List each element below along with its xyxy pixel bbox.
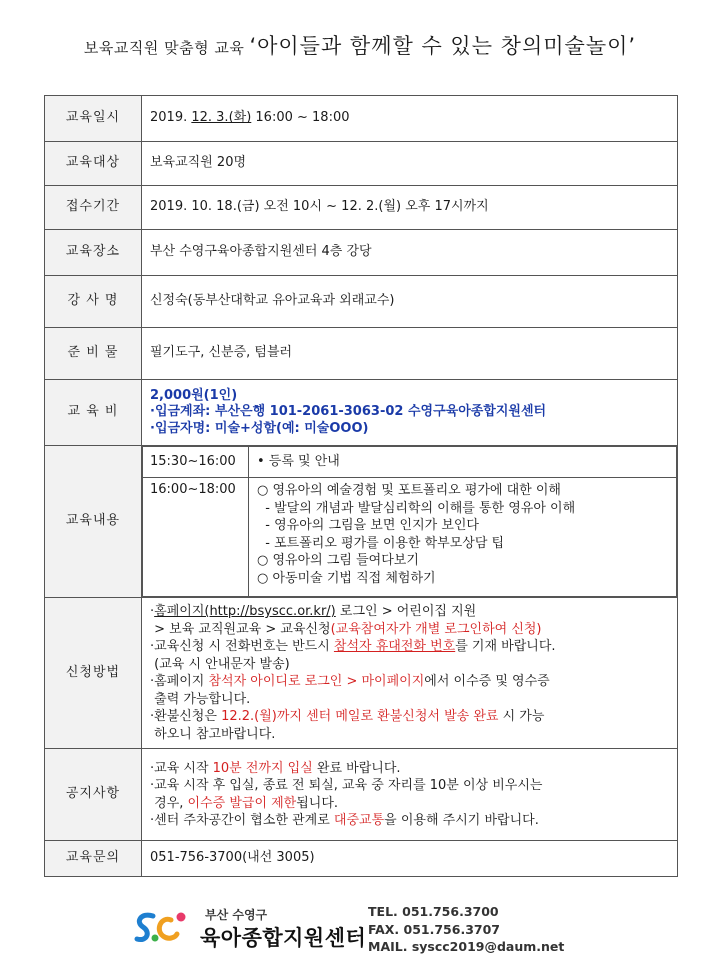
- bullet: ·: [150, 604, 155, 619]
- fee-account: ·입금계좌: 부산은행 101-2061-3063-02 수영구육아종합지원센터: [150, 404, 547, 420]
- row-supplies: [45, 328, 678, 380]
- title-main: ‘아이들과 함께할 수 있는 창의미술놀이’: [249, 34, 637, 58]
- date-day: 12. 3.(화): [191, 110, 252, 126]
- schedule-time-1: 15:30~16:00: [143, 447, 249, 478]
- text: ·환불신청은: [150, 709, 222, 724]
- contact-info: [368, 903, 564, 956]
- text: 을 이용해 주시기 바랍니다.: [384, 813, 539, 828]
- text: > 보육 교직원교육 > 교육신청: [150, 621, 331, 637]
- notice-line-4: [150, 812, 669, 830]
- row-period: [45, 186, 678, 230]
- org-name-small: 부산 수영구: [205, 908, 268, 922]
- schedule-desc-2: [249, 478, 677, 597]
- apply-line-8: 하오니 참고바랍니다.: [150, 726, 276, 742]
- apply-line-2: [150, 621, 669, 639]
- label-instructor: 강 사 명: [45, 276, 142, 328]
- tel: TEL. 051.756.3700: [368, 904, 499, 919]
- value-supplies: 필기도구, 신분증, 텀블러: [142, 328, 678, 380]
- highlight: 10분 전까지 입실: [212, 760, 313, 776]
- label-inquiry: 교육문의: [45, 841, 142, 877]
- label-supplies: 준 비 물: [45, 328, 142, 380]
- value-content: [142, 446, 678, 598]
- schedule-line: - 영유아의 그림을 보면 인지가 보인다: [257, 518, 479, 533]
- schedule-time-2: 16:00~18:00: [143, 478, 249, 597]
- homepage-link[interactable]: 홈페이지(http://bsyscc.or.kr/): [154, 604, 336, 619]
- label-content: 교육내용: [45, 446, 142, 598]
- fax: FAX. 051.756.3707: [368, 921, 500, 937]
- document-title: [0, 30, 720, 60]
- label-fee: 교 육 비: [45, 380, 142, 446]
- apply-line-4: (교육 시 안내문자 발송): [150, 656, 290, 672]
- row-fee: [45, 380, 678, 446]
- schedule-line: - 포트폴리오 평가를 이용한 학부모상담 팁: [257, 535, 505, 551]
- info-table: [44, 95, 678, 877]
- value-notice: [142, 749, 678, 841]
- schedule-row-2: [143, 478, 677, 597]
- text: 됩니다.: [296, 795, 339, 811]
- highlight: 12.2.(월)까지 센터 메일로 환불신청서 발송 완료: [221, 709, 499, 724]
- apply-line-3: [150, 638, 669, 656]
- row-date: [45, 96, 678, 142]
- date-time: 16:00 ~ 18:00: [251, 110, 350, 126]
- footer: [0, 896, 720, 956]
- notice-line-3: [150, 795, 669, 813]
- label-target: 교육대상: [45, 142, 142, 186]
- value-date: [142, 96, 678, 142]
- apply-line-1: [150, 603, 669, 621]
- label-date: 교육일시: [45, 96, 142, 142]
- label-notice: 공지사항: [45, 749, 142, 841]
- fee-amount: 2,000원(1인): [150, 387, 238, 403]
- row-target: [45, 142, 678, 186]
- value-target: 보육교직원 20명: [142, 142, 678, 186]
- text: 로그인 > 어린이집 지원: [335, 604, 477, 619]
- schedule-line: ○ 영유아의 그림 들여다보기: [257, 553, 419, 568]
- label-period: 접수기간: [45, 186, 142, 230]
- text: ·홈페이지: [150, 674, 209, 689]
- value-place: 부산 수영구육아종합지원센터 4층 강당: [142, 230, 678, 276]
- title-prefix: 보육교직원 맞춤형 교육: [83, 39, 245, 57]
- schedule-line: ○ 영유아의 예술경험 및 포트폴리오 평가에 대한 이해: [257, 483, 561, 498]
- value-period: 2019. 10. 18.(금) 오전 10시 ~ 12. 2.(월) 오후 17시까지: [142, 186, 678, 230]
- text: 에서 이수증 및 영수증: [424, 674, 550, 689]
- value-instructor: 신정숙(동부산대학교 유아교육과 외래교수): [142, 276, 678, 328]
- value-apply: [142, 598, 678, 749]
- highlight: 참석자 아이디로 로그인 > 마이페이지: [208, 674, 425, 689]
- org-name: 육아종합지원센터: [200, 926, 367, 950]
- highlight: 대중교통: [333, 813, 385, 828]
- schedule-line: ○ 아동미술 기법 직접 체험하기: [257, 570, 436, 586]
- schedule-row-1: [143, 447, 677, 478]
- mail: MAIL. syscc2019@daum.net: [368, 939, 565, 954]
- schedule-desc-1: • 등록 및 안내: [249, 447, 677, 478]
- text: 완료 바랍니다.: [312, 760, 401, 776]
- row-instructor: [45, 276, 678, 328]
- label-place: 교육장소: [45, 230, 142, 276]
- schedule-line: - 발달의 개념과 발달심리학의 이해를 통한 영유아 이해: [257, 500, 576, 516]
- row-content: [45, 446, 678, 598]
- apply-line-7: [150, 708, 669, 726]
- fee-depositor: ·입금자명: 미술+성함(예: 미술OOO): [150, 420, 369, 436]
- apply-line-6: 출력 가능합니다.: [150, 691, 251, 707]
- row-notice: [45, 749, 678, 841]
- label-apply: 신청방법: [45, 598, 142, 749]
- highlight: 참석자 휴대전화 번호: [333, 639, 456, 654]
- center-logo-icon: [133, 908, 193, 948]
- row-inquiry: [45, 841, 678, 877]
- value-fee: [142, 380, 678, 446]
- schedule-table: [142, 446, 677, 597]
- text: 를 기재 바랍니다.: [455, 639, 556, 654]
- notice-line-1: [150, 760, 669, 778]
- notice-line-2: ·교육 시작 후 입실, 종료 전 퇴실, 교육 중 자리를 10분 이상 비우시는: [150, 778, 543, 793]
- text: 경우,: [150, 795, 188, 811]
- value-inquiry: 051-756-3700(내선 3005): [142, 841, 678, 877]
- text: ·센터 주차공간이 협소한 관계로: [150, 813, 334, 828]
- row-apply: [45, 598, 678, 749]
- row-place: [45, 230, 678, 276]
- highlight: 이수증 발급이 제한: [187, 795, 297, 811]
- highlight: (교육참여자가 개별 로그인하여 신청): [330, 621, 542, 637]
- apply-line-5: [150, 673, 669, 691]
- text: 시 가능: [498, 709, 545, 724]
- text: ·교육신청 시 전화번호는 반드시: [150, 639, 334, 654]
- text: ·교육 시작: [150, 760, 213, 776]
- date-year: 2019.: [150, 110, 192, 126]
